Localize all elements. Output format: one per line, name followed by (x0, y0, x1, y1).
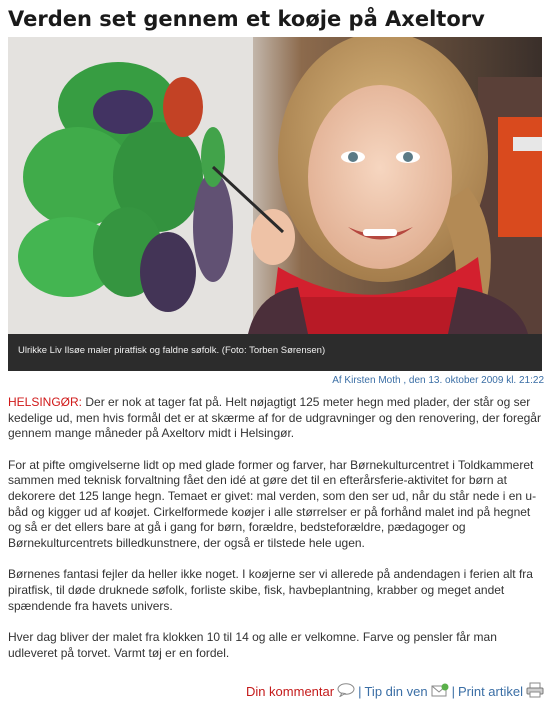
printer-icon[interactable] (526, 682, 544, 701)
envelope-icon[interactable] (431, 683, 449, 700)
paragraph-1-text: Der er nok at tager fat på. Helt nøjagtigt 125 meter hegn med plader, der står og ser kedelige ud, men hvis formål det er at skærme af for de udgravninger og den renovering, der foregår gennem mange måneder på Axeltorv midt i Helsingør. (8, 395, 541, 441)
paragraph-1 (8, 395, 545, 442)
article-actions (246, 682, 544, 701)
separator-2: | (451, 684, 455, 699)
comment-link[interactable]: Din kommentar (245, 684, 335, 699)
paragraph-4: Hver dag bliver der malet fra klokken 10 til 14 og alle er velkomne. Farve og pensler får man udleveret på torvet. Varmt tøj er en fordel. (8, 630, 497, 660)
paragraph-2: For at pifte omgivelserne lidt op med glade former og farver, har Børnekulturcentret i Toldkammeret sammen med teknisk forvaltning fået den idé at gøre det til en efterårsferie-aktivitet for børn at dekorere det 125 lange hegn. Temaet er givet: mal verden, som den ser ud, når du står nede i en u-båd og kigger ud af koøjet. Cirkelformede koøjer i alle størrelser er på forhånd malet ind på hegnet og så er det ellers bare at gå i gang for børn, forældre, bedsteforældre, pædagoger og Børnekulturcentrets billedkunstnere, der også er tilstede hele ugen. (8, 457, 537, 550)
print-article-link[interactable]: Print artikel (457, 684, 523, 699)
photo-caption: Ulrikke Liv Ilsøe maler piratfisk og faldne søfolk. (Foto: Torben Sørensen) (18, 345, 326, 356)
dateline: HELSINGØR: (8, 395, 83, 409)
article-photo (8, 37, 542, 371)
speech-bubble-icon[interactable] (337, 683, 355, 700)
photo-illustration (8, 37, 542, 334)
byline: Af Kirsten Moth , den 13. oktober 2009 kl. 21:22 (332, 375, 544, 386)
caption-band (8, 334, 542, 371)
paragraph-3: Børnenes fantasi fejler da heller ikke noget. I koøjerne ser vi allerede på andendagen i ferien alt fra piratfisk, til døde druknede søfolk, forliste skibe, fisk, havbeplantning, krabber og meget andet spændende fra havets univers. (8, 567, 533, 613)
article-body (8, 395, 545, 677)
separator-1: | (358, 684, 362, 699)
article-headline: Verden set gennem et koøje på Axeltorv (8, 7, 485, 31)
tip-friend-link[interactable]: Tip din ven (364, 684, 428, 699)
